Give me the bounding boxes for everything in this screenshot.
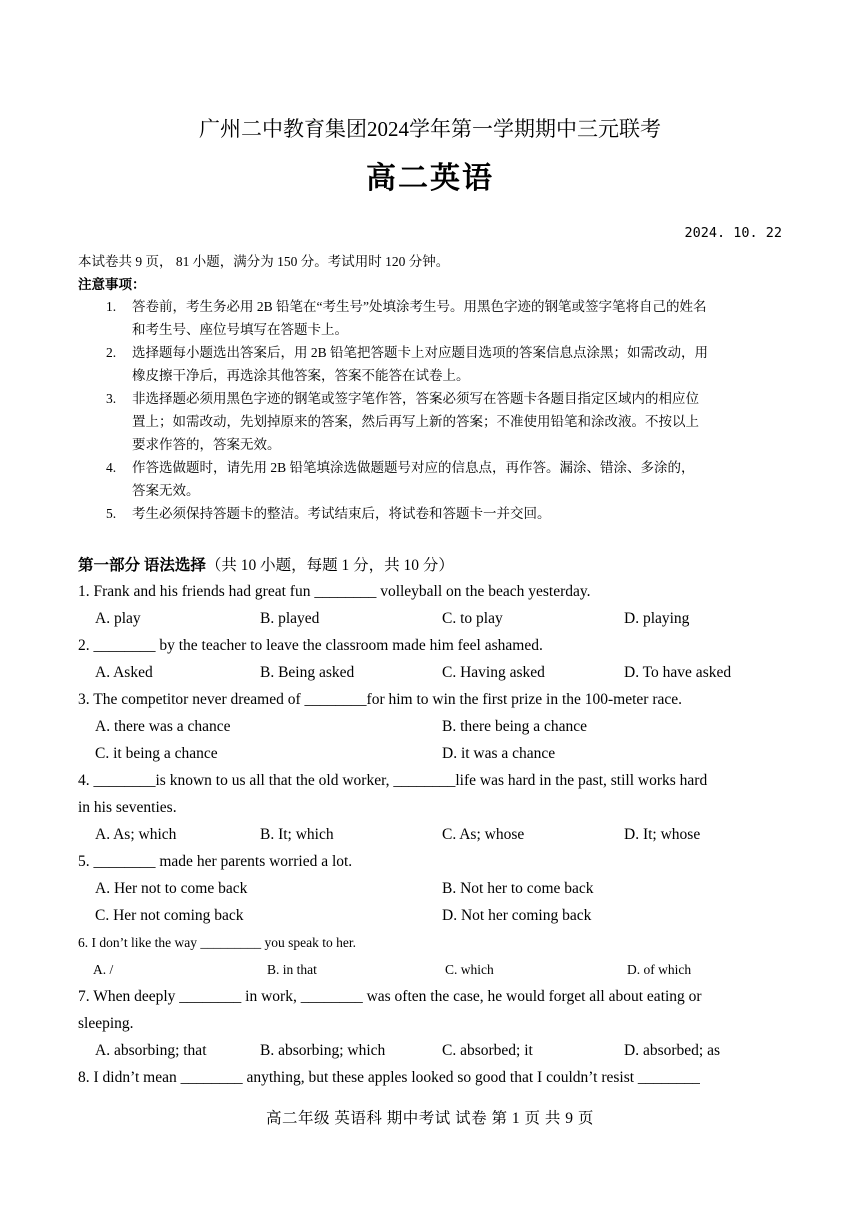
note-line: 选择题每小题选出答案后，用 2B 铅笔把答题卡上对应题目选项的答案信息点涂黑；如需改动，用 [132,345,709,360]
exam-info: 本试卷共 9 页， 81 小题，满分为 150 分。考试用时 120 分钟。 [78,254,450,269]
note-line: 作答选做题时，请先用 2B 铅笔填涂选做题题号对应的信息点，再作答。漏涂、错涂、多涂的， [132,460,695,475]
section-detail: （共 10 小题，每题 1 分，共 10 分） [205,557,454,574]
note-line: 要求作答的，答案无效。 [132,437,281,452]
options-row [78,902,788,929]
option-a: A. Asked [95,664,153,681]
note-number: 1. [106,299,117,314]
option-d: D. it was a chance [442,745,556,762]
note-line: 答案无效。 [132,483,200,498]
option-b: B. there being a chance [442,718,588,735]
note-number: 2. [106,345,117,360]
question-list [78,578,788,1091]
note-item [106,295,786,341]
options-row [78,1037,788,1064]
option-c: C. which [445,962,494,977]
note-item [106,502,786,525]
subject-title: 高二英语 [366,162,494,195]
section-title: 第一部分 语法选择 [78,557,206,574]
note-line: 和考生号、座位号填写在答题卡上。 [132,322,348,337]
option-c: C. As; whose [442,826,525,843]
option-b: B. played [260,610,320,627]
option-b: B. Being asked [260,664,355,681]
note-line: 橡皮擦干净后，再选涂其他答案，答案不能答在试卷上。 [132,368,470,383]
options-row [78,956,788,983]
question-stem: 1. Frank and his friends had great fun ________ volleyball on the beach yesterday. [78,583,591,600]
option-d: D. It; whose [624,826,701,843]
question-stem: 7. When deeply ________ in work, ________ was often the case, he would forget all about eating or [78,988,702,1005]
question-stem: 5. ________ made her parents worried a lot. [78,853,353,870]
option-c: C. Her not coming back [95,907,244,924]
note-number: 5. [106,506,117,521]
option-b: B. Not her to come back [442,880,594,897]
option-a: A. there was a chance [95,718,231,735]
question-stem: 6. I don’t like the way _________ you speak to her. [78,935,356,950]
options-row [78,821,788,848]
options-row [78,713,788,740]
page-footer: 高二年级 英语科 期中考试 试卷 第 1 页 共 9 页 [266,1110,594,1127]
question-stem: 4. ________is known to us all that the old worker, ________life was hard in the past, still works hard [78,772,708,789]
question-stem: 3. The competitor never dreamed of ________for him to win the first prize in the 100-meter race. [78,691,683,708]
option-b: B. It; which [260,826,334,843]
note-line: 置上；如需改动，先划掉原来的答案，然后再写上新的答案；不准使用铅笔和涂改液。不按以上 [132,414,699,429]
option-a: A. As; which [95,826,177,843]
option-a: A. absorbing; that [95,1042,207,1059]
option-a: A. play [95,610,141,627]
notes-list [106,295,786,525]
note-number: 4. [106,460,117,475]
option-b: B. in that [267,962,317,977]
option-a: A. / [93,962,114,977]
option-c: C. to play [442,610,503,627]
note-item [106,456,786,502]
option-d: D. Not her coming back [442,907,592,924]
options-row [78,605,788,632]
option-a: A. Her not to come back [95,880,248,897]
option-d: D. To have asked [624,664,732,681]
options-row [78,875,788,902]
notes-title: 注意事项： [78,277,146,292]
question-stem: 2. ________ by the teacher to leave the classroom made him feel ashamed. [78,637,543,654]
question-stem-continuation: sleeping. [78,1015,134,1032]
options-row [78,659,788,686]
option-c: C. Having asked [442,664,545,681]
option-c: C. it being a chance [95,745,218,762]
option-c: C. absorbed; it [442,1042,533,1059]
option-d: D. playing [624,610,690,627]
note-item [106,341,786,387]
option-d: D. absorbed; as [624,1042,720,1059]
question-stem: 8. I didn’t mean ________ anything, but these apples looked so good that I couldn’t resist ________ [78,1069,700,1086]
exam-title: 广州二中教育集团2024学年第一学期期中三元联考 [199,117,661,141]
exam-date: 2024. 10. 22 [684,225,782,241]
note-line: 非选择题必须用黑色字迹的钢笔或签字笔作答，答案必须写在答题卡各题目指定区域内的相应位 [132,391,699,406]
note-item [106,387,786,456]
note-line: 考生必须保持答题卡的整洁。考试结束后，将试卷和答题卡一并交回。 [132,506,551,521]
section-heading [78,553,454,575]
note-number: 3. [106,391,117,406]
option-b: B. absorbing; which [260,1042,386,1059]
question-stem-continuation: in his seventies. [78,799,177,816]
note-line: 答卷前，考生务必用 2B 铅笔在“考生号”处填涂考生号。用黑色字迹的钢笔或签字笔将自己的姓名 [132,299,707,314]
options-row [78,740,788,767]
option-d: D. of which [627,962,692,977]
